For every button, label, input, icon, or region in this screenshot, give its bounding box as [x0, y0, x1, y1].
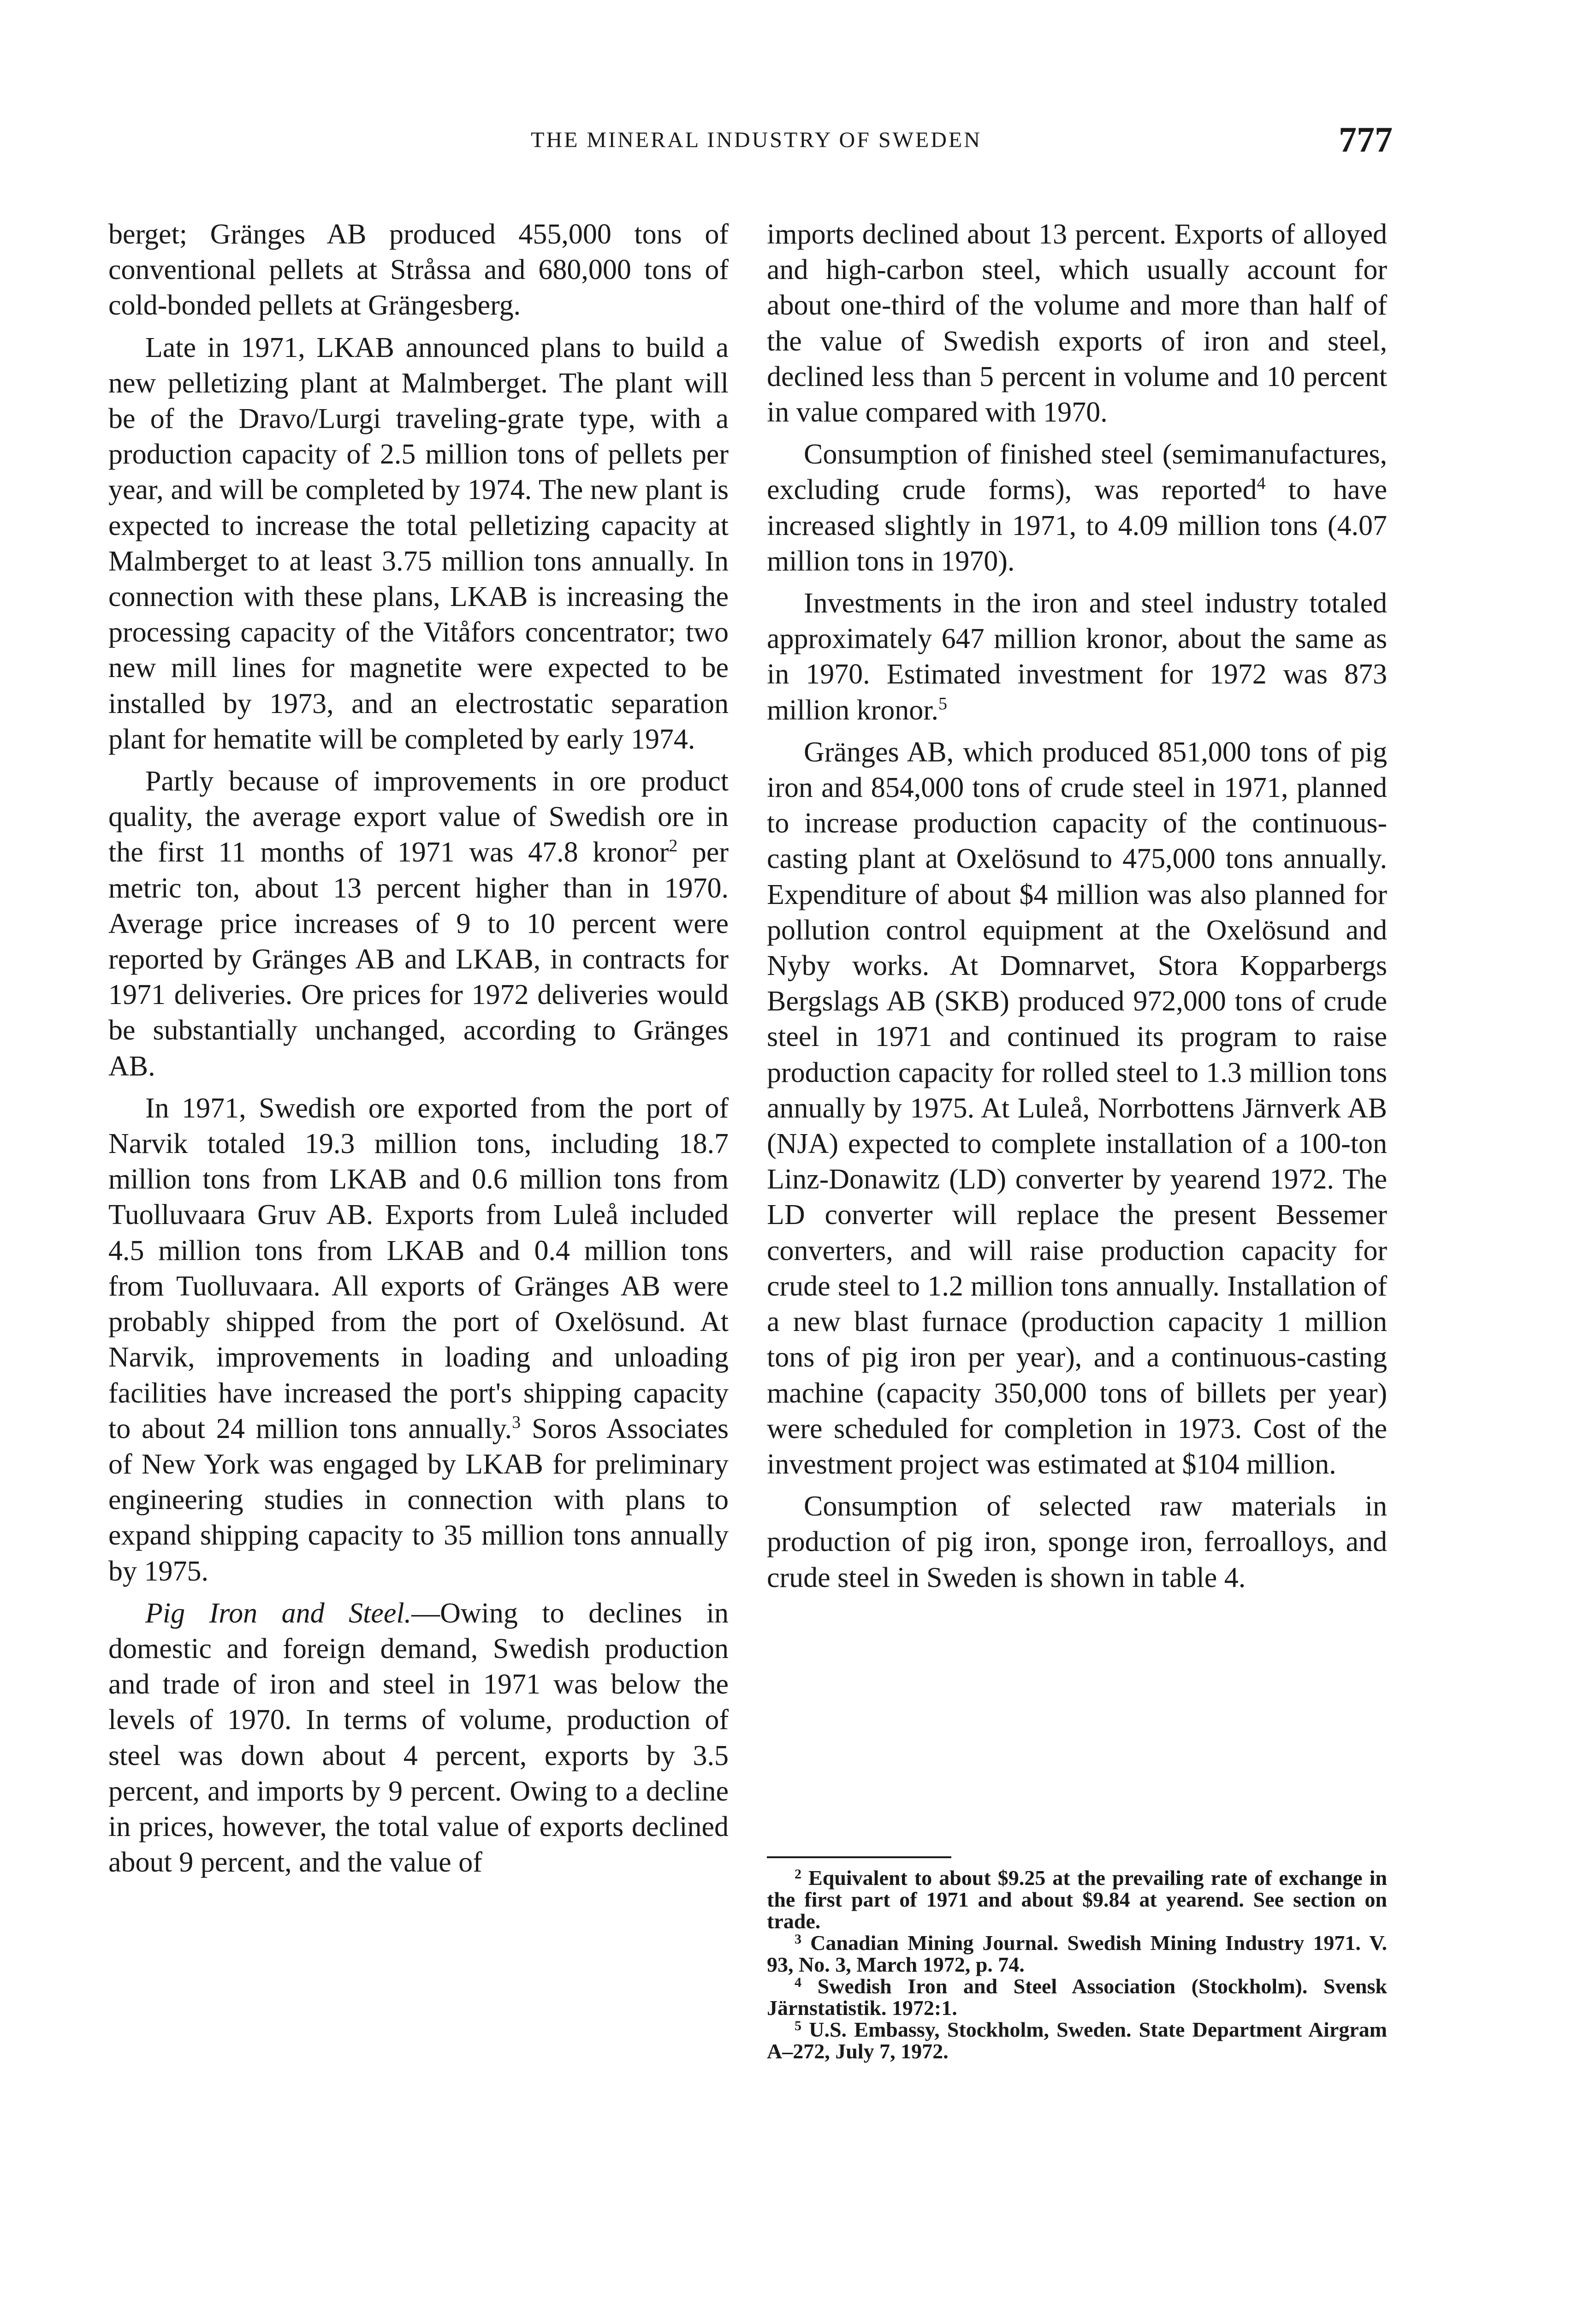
page-header — [106, 121, 1406, 162]
paragraph — [108, 1596, 729, 1881]
footnotes — [767, 1867, 1387, 2062]
footnote-divider — [767, 1856, 951, 1858]
running-title: THE MINERAL INDUSTRY OF SWEDEN — [531, 128, 982, 152]
footnote-number: 3 — [795, 1932, 801, 1947]
paragraph: imports declined about 13 percent. Exports of alloyed and high-carbon steel, which usually account for about one-third of the volume and more than half of the value of Swedish exports of iron and steel, declined less than 5 percent in volume and 10 percent in value compared with 1970. — [767, 219, 1387, 428]
paragraph — [767, 437, 1387, 579]
footnote — [767, 1975, 1387, 2019]
footnote-ref: 3 — [512, 1412, 521, 1432]
footnote — [767, 1867, 1387, 1932]
footnote-text: U.S. Embassy, Stockholm, Sweden. State Department Airgram A–272, July 7, 1972. — [767, 2018, 1387, 2063]
paragraph-text: Consumption of finished steel (semimanufactures, excluding crude forms), was reported — [767, 439, 1387, 506]
footnote-text: Swedish Iron and Steel Association (Stockholm). Svensk Järnstatistik. 1972:1. — [767, 1974, 1387, 2020]
paragraph: Consumption of selected raw materials in production of pig iron, sponge iron, ferroalloys, and crude steel in Sweden is shown in table 4. — [767, 1491, 1387, 1593]
paragraph-text: —Owing to declines in domestic and foreign demand, Swedish production and trade of iron and steel in 1971 was below the levels of 1970. In terms of volume, production of steel was down about 4 percent, exports by 3.5 percent, and imports by 9 percent. Owing to a decline in prices, however, the total value of exports declined about 9 percent, and the value of — [108, 1597, 729, 1878]
paragraph — [108, 764, 729, 1084]
paragraph: Gränges AB, which produced 851,000 tons of pig iron and 854,000 tons of crude steel in 1971, planned to increase production capacity of the continuous-casting plant at Oxelösund to 475,000 tons annually. Expenditure of about $4 million was also planned for pollution control equipment at the Oxelösund and Nyby works. At Domnarvet, Stora Kopparbergs Bergslags AB (SKB) produced 972,000 tons of crude steel in 1971 and continued its program to raise production capacity for rolled steel to 1.3 million tons annually by 1975. At Luleå, Norrbottens Järnverk AB (NJA) expected to complete installation of a 100-ton Linz-Donawitz (LD) converter by yearend 1972. The LD converter will replace the present Bessemer converters, and will raise production capacity for crude steel to 1.2 million tons annually. Installation of a new blast furnace (production capacity 1 million tons of pig iron per year), and a continuous-casting machine (capacity 350,000 tons of billets per year) were scheduled for completion in 1973. Cost of the investment project was estimated at $104 million. — [767, 736, 1387, 1480]
footnote-number: 2 — [795, 1866, 801, 1882]
paragraph-text: per metric ton, about 13 percent higher than in 1970. Average price increases of 9 to 10 percent were reported by Gränges AB and LKAB, in contracts for 1971 deliveries. Ore prices for 1972 deliveries would be substantially unchanged, according to Gränges AB. — [108, 837, 729, 1082]
footnote-number: 5 — [795, 2018, 801, 2033]
footnote-ref: 4 — [1257, 474, 1266, 493]
footnote-ref: 5 — [938, 694, 947, 713]
page-number: 777 — [1339, 119, 1393, 160]
paragraph-text: In 1971, Swedish ore exported from the port of Narvik totaled 19.3 million tons, including 18.7 million tons from LKAB and 0.6 million tons from Tuolluvaara Gruv AB. Exports from Luleå included 4.5 million tons from LKAB and 0.4 million tons from Tuolluvaara. All exports of Gränges AB were probably shipped from the port of Oxelösund. At Narvik, improvements in loading and unloading facilities have increased the port's shipping capacity to about 24 million tons annually. — [108, 1092, 729, 1444]
footnote-number: 4 — [795, 1975, 801, 1990]
section-heading: Pig Iron and Steel. — [145, 1597, 412, 1629]
paragraph-text: Investments in the iron and steel industry totaled approximately 647 million kronor, about the same as in 1970. Estimated investment for 1972 was 873 million kronor. — [767, 588, 1387, 726]
paragraph-text: Soros Associates of New York was engaged by LKAB for preliminary engineering studies in connection with plans to expand shipping capacity to 35 million tons annually by 1975. — [108, 1413, 729, 1587]
paragraph-text: to have increased slightly in 1971, to 4.09 million tons (4.07 million tons in 1970). — [767, 474, 1387, 577]
footnote — [767, 1932, 1387, 1975]
paragraph-text: Partly because of improvements in ore product quality, the average export value of Swedish ore in the first 11 months of 1971 was 47.8 kronor — [108, 766, 729, 868]
right-column — [767, 217, 1387, 1602]
footnote — [767, 2019, 1387, 2062]
paragraph — [108, 1091, 729, 1589]
footnote-ref: 2 — [669, 836, 678, 856]
footnote-text: Canadian Mining Journal. Swedish Mining Industry 1971. V. 93, No. 3, March 1972, p. 74. — [767, 1931, 1387, 1976]
paragraph: Late in 1971, LKAB announced plans to build a new pelletizing plant at Malmberget. The plant will be of the Dravo/Lurgi traveling-grate type, with a production capacity of 2.5 million tons of pellets per year, and will be completed by 1974. The new plant is expected to increase the total pelletizing capacity at Malmberget to at least 3.75 million tons annually. In connection with these plans, LKAB is increasing the processing capacity of the Vitåfors concentrator; two new mill lines for magnetite were expected to be installed by 1973, and an electrostatic separation plant for hematite will be completed by early 1974. — [108, 332, 729, 755]
paragraph — [767, 586, 1387, 728]
footnote-text: Equivalent to about $9.25 at the prevailing rate of exchange in the first part of 1971 and about $9.84 at yearend. See section on trade. — [767, 1866, 1387, 1933]
paragraph: berget; Gränges AB produced 455,000 tons of conventional pellets at Stråssa and 680,000 tons of cold-bonded pellets at Grängesberg. — [108, 219, 729, 321]
left-column — [108, 217, 729, 1887]
